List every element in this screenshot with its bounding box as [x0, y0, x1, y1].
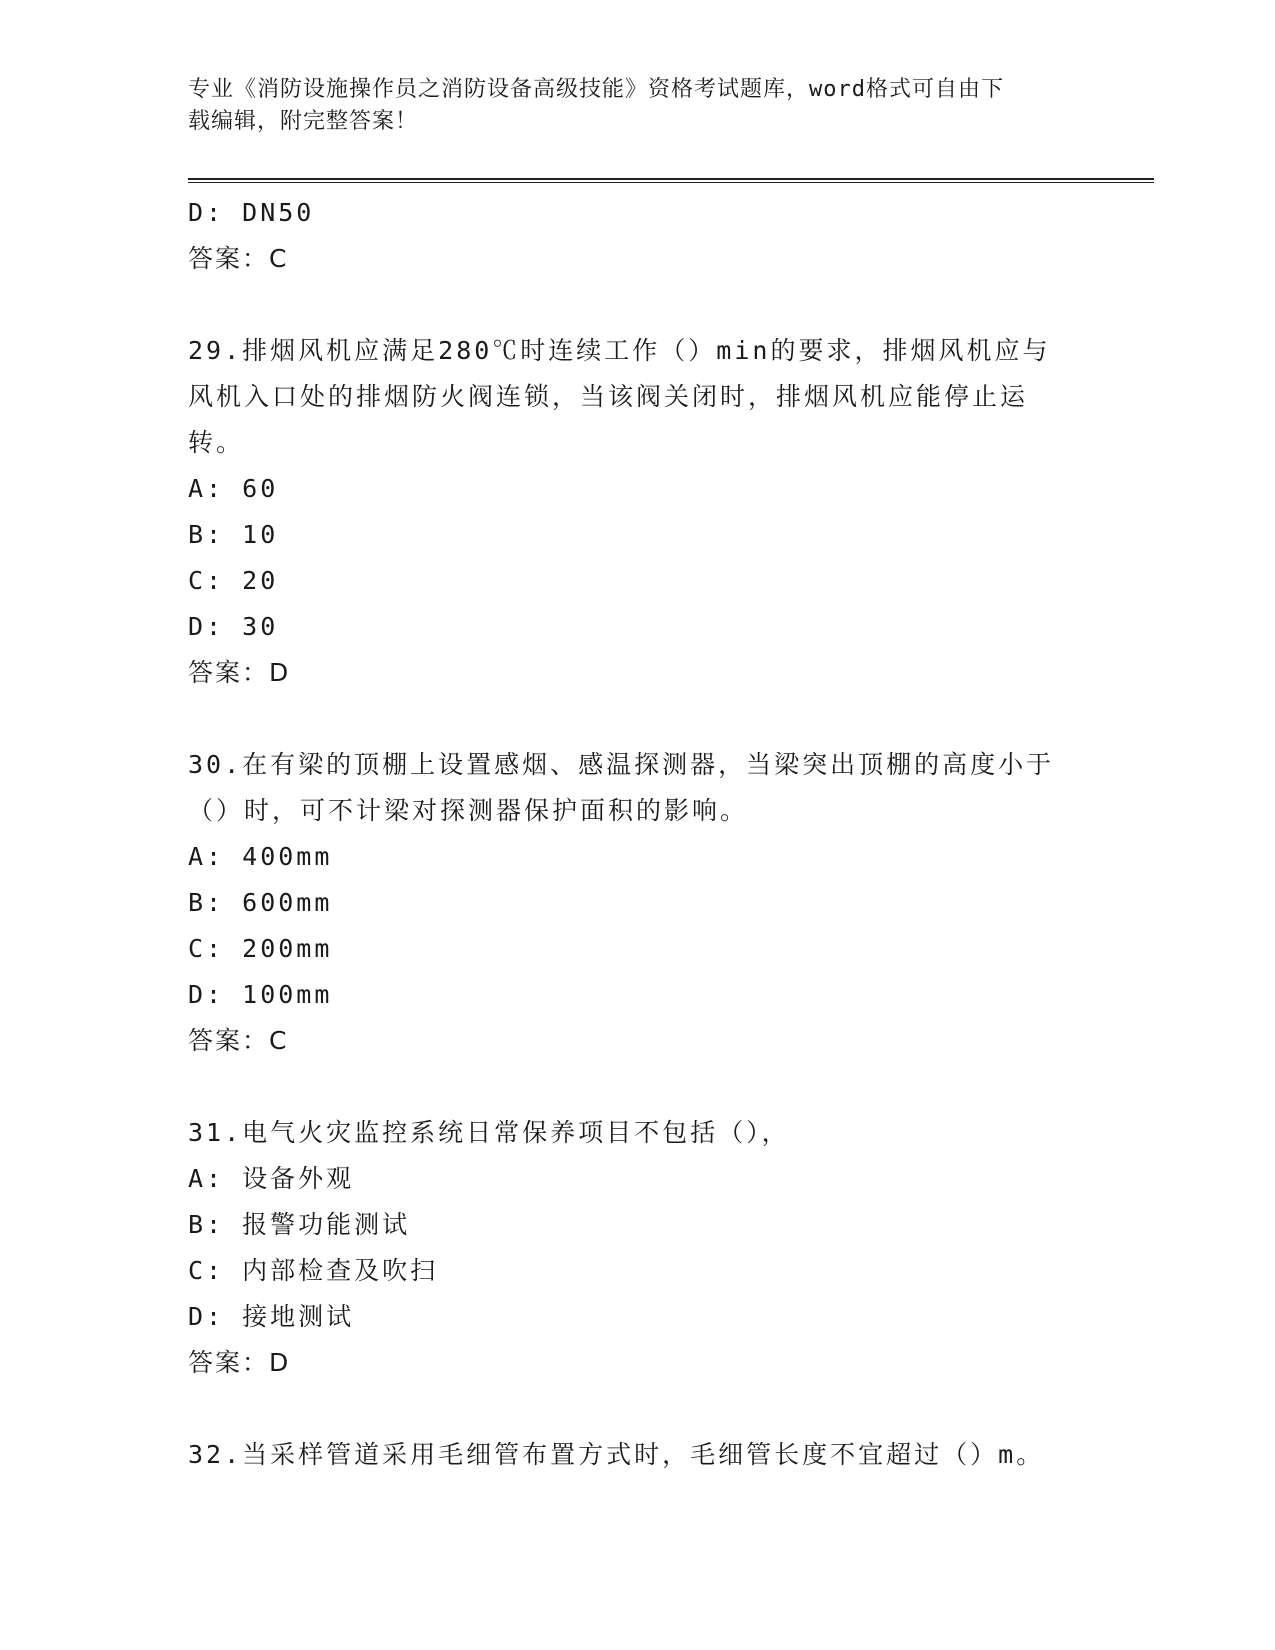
- option-c: C: 200mm: [188, 934, 333, 963]
- answer: 答案：D: [188, 1348, 291, 1377]
- question-list: [188, 190, 1088, 1478]
- previous-question-tail: [188, 190, 1088, 282]
- question-30: [188, 742, 1088, 1064]
- option-b: B: 600mm: [188, 888, 333, 917]
- question-32: [188, 1432, 1088, 1478]
- answer: 答案：D: [188, 658, 291, 687]
- spacer: [188, 282, 1088, 328]
- question-text-line: 风机入口处的排烟防火阀连锁，当该阀关闭时，排烟风机应能停止运: [188, 382, 1029, 411]
- question-29: [188, 328, 1088, 696]
- option-c: C: 20: [188, 566, 279, 595]
- option-d: D: 100mm: [188, 980, 333, 1009]
- option-b: B: 报警功能测试: [188, 1210, 411, 1239]
- question-text-line: 31.电气火灾监控系统日常保养项目不包括（），: [188, 1118, 790, 1147]
- option-a: A: 400mm: [188, 842, 333, 871]
- option-a: A: 设备外观: [188, 1164, 355, 1193]
- answer: 答案：C: [188, 1026, 289, 1055]
- spacer: [188, 696, 1088, 742]
- question-text-line: 29.排烟风机应满足280℃时连续工作（）min的要求，排烟风机应与: [188, 336, 1051, 365]
- header-line-1: 专业《消防设施操作员之消防设备高级技能》资格考试题库，word格式可自由下: [188, 77, 1004, 102]
- header-line-2: 载编辑，附完整答案！: [188, 109, 419, 134]
- option-d: D: 接地测试: [188, 1302, 355, 1331]
- question-31: [188, 1110, 1088, 1386]
- option-c: C: 内部检查及吹扫: [188, 1256, 439, 1285]
- document-header: [188, 74, 1078, 138]
- spacer: [188, 1386, 1088, 1432]
- question-text-line: 转。: [188, 428, 245, 457]
- option-d: D: 30: [188, 612, 279, 641]
- question-text-line: （）时，可不计梁对探测器保护面积的影响。: [188, 796, 749, 825]
- answer: 答案：C: [188, 244, 289, 273]
- spacer: [188, 1064, 1088, 1110]
- header-divider: [188, 178, 1154, 183]
- question-text-line: 30.在有梁的顶棚上设置感烟、感温探测器，当梁突出顶棚的高度小于: [188, 750, 1055, 779]
- question-text-line: 32.当采样管道采用毛细管布置方式时，毛细管长度不宜超过（）m。: [188, 1440, 1045, 1469]
- option-a: A: 60: [188, 474, 279, 503]
- option-b: B: 10: [188, 520, 279, 549]
- option-d: D: DN50: [188, 198, 315, 227]
